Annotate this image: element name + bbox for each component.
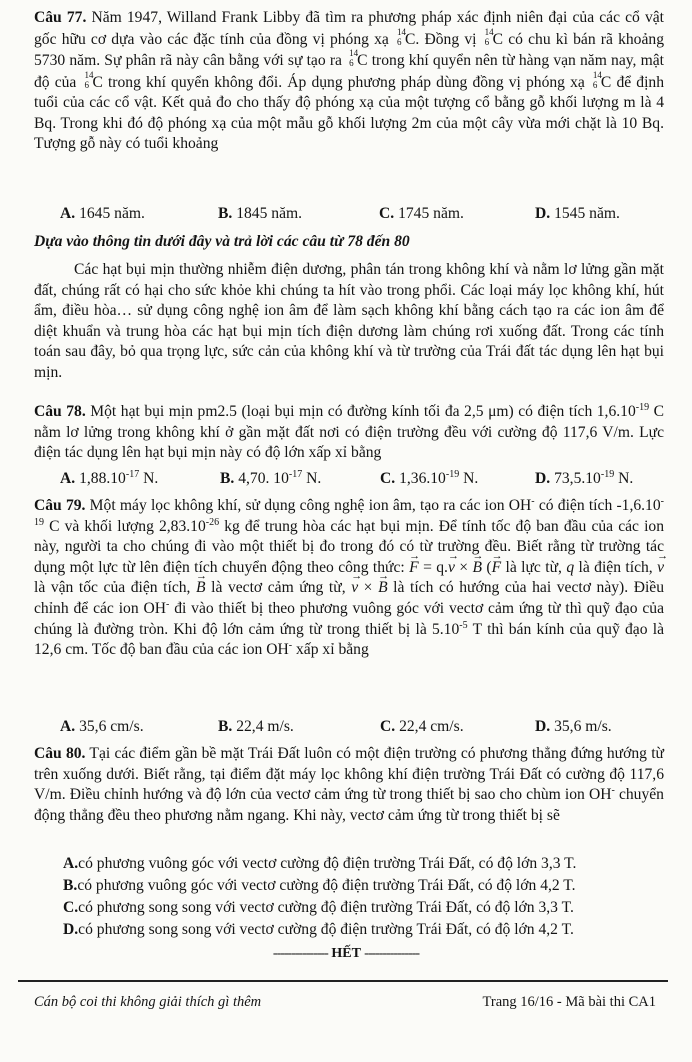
force-vector-symbol: → F [409,558,419,579]
option-b[interactable]: B.có phương vuông góc với vectơ cường độ điện trường Trái Đất, có độ lớn 4,2 T. [63,877,576,894]
option-c[interactable]: C. $1,36.10^{-19}$ N. [380,469,479,487]
option-c[interactable]: C. 22,4 cm/s. [380,718,464,735]
option-d[interactable]: D. 35,6 m/s. [535,718,612,735]
end-marker: --------------- HẾT --------------- [272,946,420,961]
question-label: Câu 77. [34,9,87,26]
reading-passage: Các hạt bụi mịn thường nhiễm điện dương, phân tán trong không khí và nằm lơ lửng gần mặt đất, chúng rất có hại cho sức khỏe khi chúng ta hít vào trong phổi. Các loại máy lọc không khí, hút ẩm, điều hòa… sử dụng công nghệ ion âm để làm sạch không khí bằng cách tạo ra các ion âm để diệt khuẩn và trung hòa các hạt bụi mịn tích điện dương làm chúng rơi xuống đất. Trong các tính toán sau đây, bỏ qua trọng lực, sức cản của không khí và từ trường của Trái đất tác dụng lên hạt bụi mịn. [34,261,664,381]
carbon-14-isotope: 14 6 [592,69,602,90]
carbon-14-isotope: 14 6 [397,26,407,47]
option-b[interactable]: B. 4,70. $10^{-17}$ N. [220,469,322,487]
question-77: Câu 77. Năm 1947, Willand Frank Libby đã tìm ra phương pháp xác định niên đại của các cổ vật gốc hữu cơ dựa vào các đặc tính của đồng vị phóng xạ 14 6 C. Đồng vị 14 6 C có chu kì bán rã khoảng 5730 năm. Sự phân rã này cân bằng với sự tạo ra 14 6 C trong khí quyển nên từ hàng vạn năm nay, mật độ của 14 6 C trong khí quyển không đổi. Áp dụng phương pháp dùng đồng vị phóng xạ 14 6 C để định tuổi của các cổ vật. Kết quả đo cho thấy độ phóng xạ của một tượng cổ bằng gỗ khối lượng m là 4 Bq. Trong khi đó độ phóng xạ của một mẫu gỗ khối lượng 2m của một cây vừa mới chặt là 10 Bq. Tượng gỗ này có tuổi khoảng [34,9,665,152]
option-a[interactable]: A. 1645 năm. [60,205,145,222]
section-title: Dựa vào thông tin dưới đây và trả lời các câu từ 78 đến 80 [34,233,410,250]
magnetic-field-vector-symbol: → B [472,558,482,579]
option-d[interactable]: D. 1545 năm. [535,205,620,222]
option-c[interactable]: C. 1745 năm. [379,205,464,222]
carbon-14-isotope: 14 6 [349,48,359,68]
option-a[interactable]: A. 35,6 cm/s. [60,718,144,735]
option-a[interactable]: A. $1,88.10^{-17}$ N. [60,469,159,487]
question-80: Câu 80. Tại các điểm gần bề mặt Trái Đất luôn có một điện trường có phương thẳng đứng hướng từ trên xuống dưới. Biết rằng, tại điểm đặt máy lọc không khí điện trường Trái Đất có cường độ 117,6 V/m. Điều chỉnh hướng và độ lớn của vectơ cảm ứng từ trong thiết bị sao cho chùm ion OH- chuyển động thẳng đều theo phương nằm ngang. Khi này, vectơ cảm ứng từ trong thiết bị sẽ [34,745,664,824]
option-c[interactable]: C.có phương song song với vectơ cường độ điện trường Trái Đất, có độ lớn 3,3 T. [63,899,574,916]
question-label: Câu 80. [34,745,86,762]
question-77-options [60,204,670,225]
velocity-vector-symbol: → v [448,558,455,579]
question-label: Câu 79. [34,497,86,514]
option-d[interactable]: D. $73,5.10^{-19}$ N. [535,469,634,487]
question-label: Câu 78. [34,403,86,420]
footer-note: Cán bộ coi thi không giải thích gì thêm [34,994,262,1010]
option-b[interactable]: B. 22,4 m/s. [218,718,294,735]
carbon-14-isotope: 14 6 [84,69,94,90]
question-78: Câu 78. Một hạt bụi mịn pm2.5 (loại bụi mịn có đường kính tối đa 2,5 μm) có điện tích $1,6.10^{-19}$ C nằm lơ lửng trong không khí ở gần mặt đất nơi có điện trường đều với cường độ 117,6 V/m. Lực điện tác dụng lên hạt bụi mịn này có độ lớn xấp xỉ bằng [34,402,665,461]
carbon-14-isotope: 14 6 [484,26,494,47]
footer-divider [18,980,668,982]
option-a[interactable]: A.có phương vuông góc với vectơ cường độ điện trường Trái Đất, có độ lớn 3,3 T. [63,855,577,872]
page-number: Trang 16/16 - Mã bài thi CA1 [482,994,656,1010]
question-79-options [60,717,670,738]
option-b[interactable]: B. 1845 năm. [218,205,303,222]
question-79: Câu 79. Một máy lọc không khí, sử dụng công nghệ ion âm, tạo ra các ion OH- có điện tích $-1,6.10^{-19}$ C và khối lượng $2,83.10^{-26}$ kg để trung hòa các hạt bụi mịn. Để tính tốc độ ban đầu của các ion này, người ta cho chúng đi vào một thiết bị đo trong đó có từ trường đều. Biết rằng từ trường tác dụng một lực từ lên điện tích chuyển động theo công thức: → F = q.→ v × → B (→ F là lực từ, q là điện tích, → v là vận tốc của điện tích, → B là vectơ cảm ứng từ, → v × → B là tích có hướng của hai vectơ này). Điều chỉnh để các ion OH- đi vào thiết bị theo phương vuông góc với vectơ cảm ứng từ thì quỹ đạo của chúng là đường tròn. Khi độ lớn cảm ứng từ trong thiết bị là $5.10^{-5}$ T thì bán kính của quỹ đạo là 12,6 cm. Tốc độ ban đầu của các ion OH- xấp xỉ bằng [34,496,664,661]
option-d[interactable]: D.có phương song song với vectơ cường độ điện trường Trái Đất, có độ lớn 4,2 T. [63,921,574,938]
question-78-options [60,469,670,490]
